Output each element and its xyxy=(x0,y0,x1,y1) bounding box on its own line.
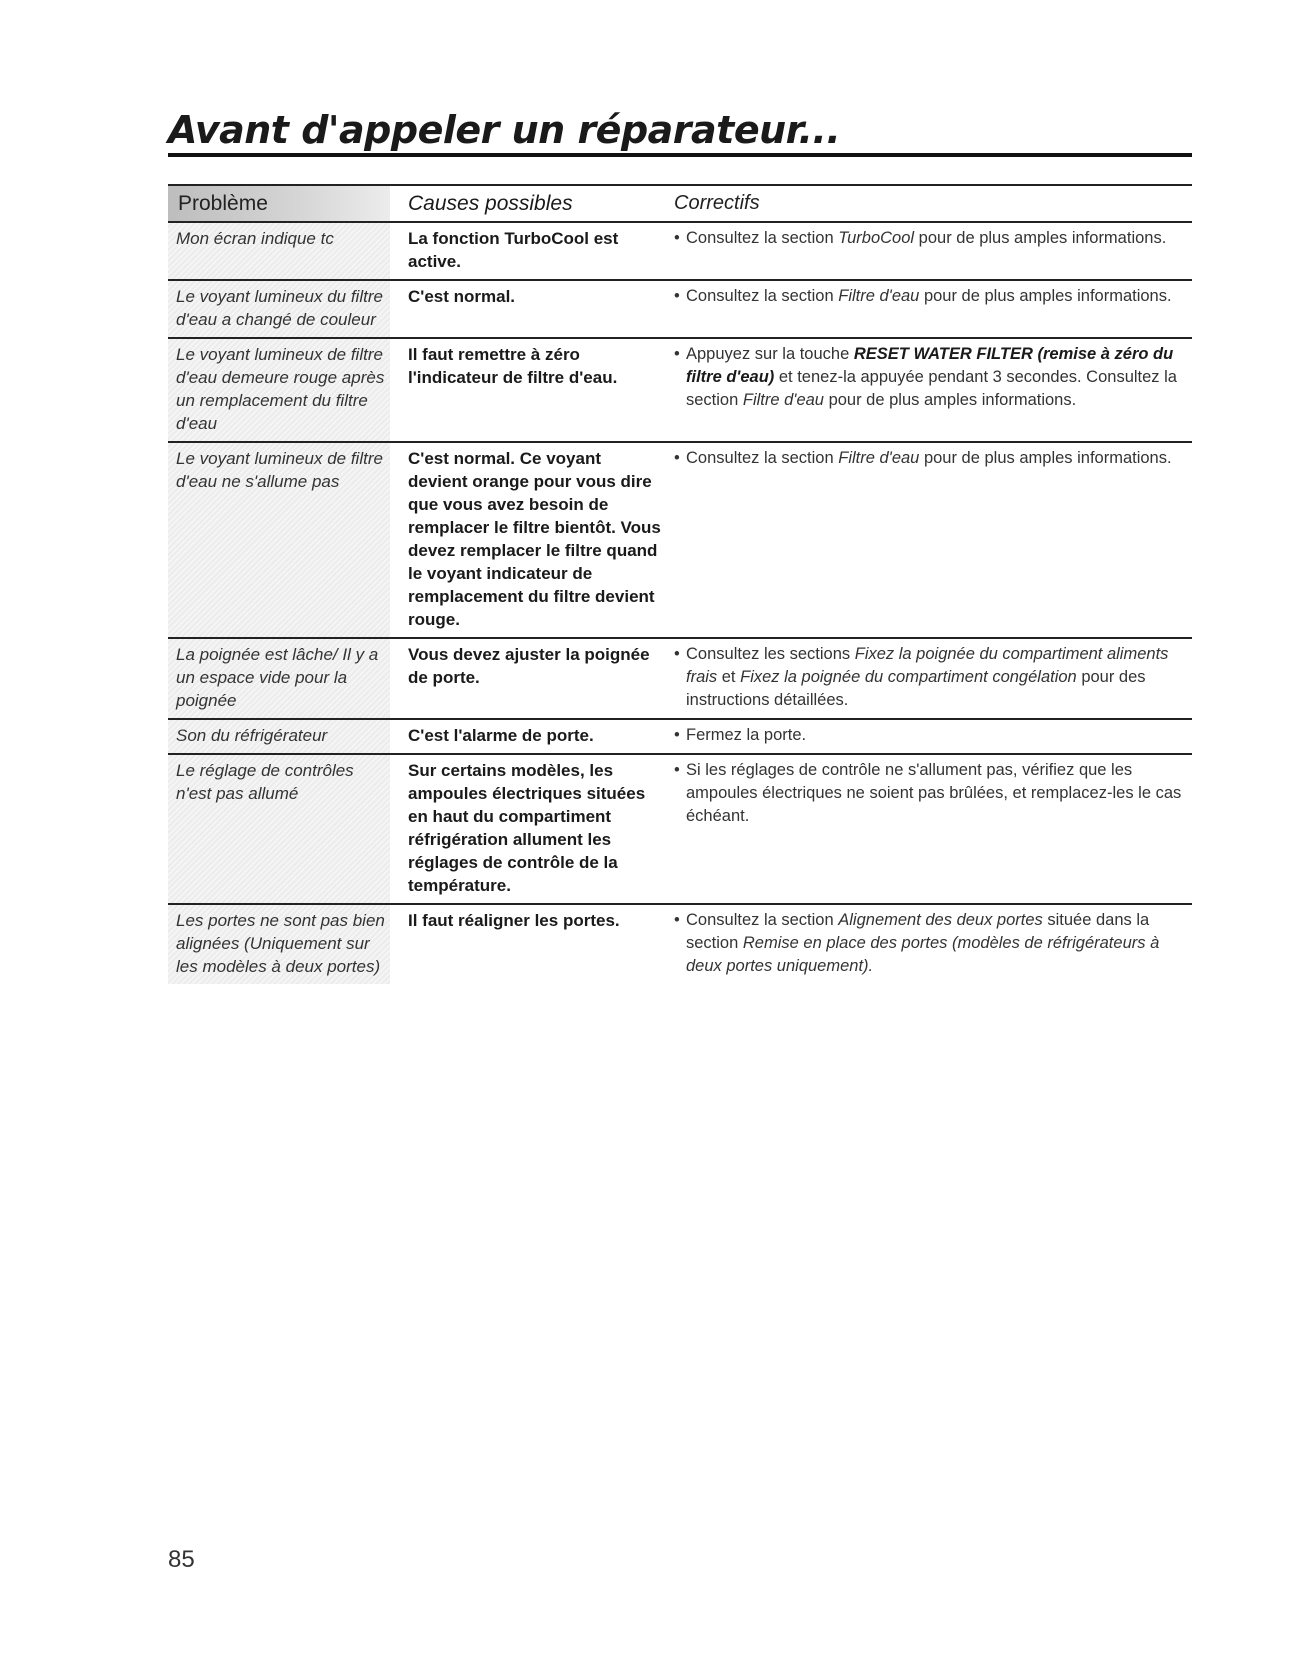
problem-cell: La poignée est lâche/ Il y a un espace vide pour la poignée xyxy=(168,639,390,718)
cause-cell: Sur certains modèles, les ampoules électriques situées en haut du compartiment réfrigération allument les réglages de contrôle de la température. xyxy=(408,761,646,895)
fix-text-part: Filtre d'eau xyxy=(838,449,920,467)
table-row xyxy=(168,903,1192,984)
fix-text-part: Alignement des deux portes xyxy=(838,911,1043,929)
table-row xyxy=(168,753,1192,903)
fix-cell xyxy=(672,281,1192,337)
fix-text-part: Consultez la section xyxy=(686,911,839,929)
fix-text-part: pour de plus amples informations. xyxy=(914,229,1167,247)
problem-cell: Le voyant lumineux du filtre d'eau a changé de couleur xyxy=(168,281,390,337)
fix-text-part: pour de plus amples informations. xyxy=(919,449,1172,467)
fix-text-part: Fixez la poignée du compartiment aliments frais xyxy=(686,645,1169,686)
fix-cell xyxy=(672,339,1192,441)
fix-text-part: Si les réglages de contrôle ne s'allument pas, vérifiez que les ampoules électriques ne soient pas brûlées, et remplacez-les le cas échéant. xyxy=(686,761,1182,825)
fix-cell xyxy=(672,755,1192,903)
table-row xyxy=(168,221,1192,279)
fix-text xyxy=(686,909,1192,978)
fix-text-part: Fixez la poignée du compartiment congélation xyxy=(740,668,1077,686)
cause-cell: Vous devez ajuster la poignée de porte. xyxy=(408,645,650,687)
cause-cell: C'est normal. xyxy=(408,287,516,306)
bullet-icon: • xyxy=(674,911,680,929)
fix-text-part: et tenez-la appuyée pendant 3 secondes. Consultez la section xyxy=(686,368,1177,409)
fix-text-part: Consultez les sections xyxy=(686,645,855,663)
fix-text-part: Filtre d'eau xyxy=(838,287,920,305)
table-row xyxy=(168,337,1192,441)
table-row xyxy=(168,441,1192,637)
fix-text-part: TurboCool xyxy=(838,229,915,247)
table-row xyxy=(168,637,1192,718)
fix-cell xyxy=(672,443,1192,637)
fix-cell xyxy=(672,905,1192,984)
table-row xyxy=(168,279,1192,337)
fix-text-part: pour de plus amples informations. xyxy=(919,287,1172,305)
fix-text xyxy=(686,343,1192,412)
fix-text-part: située dans la section xyxy=(686,911,1150,952)
cause-cell: La fonction TurboCool est active. xyxy=(408,229,619,271)
problem-cell: Le voyant lumineux de filtre d'eau ne s'allume pas xyxy=(168,443,390,637)
fix-text xyxy=(686,285,1172,308)
cause-cell: Il faut remettre à zéro l'indicateur de filtre d'eau. xyxy=(408,345,618,387)
fix-text xyxy=(686,447,1172,470)
problem-cell: Son du réfrigérateur xyxy=(168,720,390,753)
fix-text-part: Appuyez sur la touche xyxy=(686,345,854,363)
bullet-icon: • xyxy=(674,229,680,247)
problem-cell: Les portes ne sont pas bien alignées (Uniquement sur les modèles à deux portes) xyxy=(168,905,390,984)
bullet-icon: • xyxy=(674,345,680,363)
table-body xyxy=(168,221,1192,984)
title-rule xyxy=(168,153,1192,157)
header-causes: Causes possibles xyxy=(408,192,573,215)
page-title: Avant d'appeler un réparateur... xyxy=(168,108,841,152)
bullet-icon: • xyxy=(674,761,680,779)
cause-cell: C'est l'alarme de porte. xyxy=(408,726,594,745)
fix-text-part: Fermez la porte. xyxy=(686,726,807,744)
header-problem: Problème xyxy=(168,186,390,221)
fix-text xyxy=(686,227,1166,250)
fix-text-part: et xyxy=(717,668,741,686)
table-row xyxy=(168,718,1192,753)
cause-cell: C'est normal. Ce voyant devient orange pour vous dire que vous avez besoin de remplacer le filtre bientôt. Vous devez remplacer le filtre quand le voyant indicateur de remplacement du filtre devient rouge. xyxy=(408,449,661,629)
fix-text-part: pour des instructions détaillées. xyxy=(686,668,1146,709)
fix-text xyxy=(686,759,1192,828)
fix-text-part: Filtre d'eau xyxy=(742,391,824,409)
fix-text-part: Consultez la section xyxy=(686,449,839,467)
fix-text-part: Consultez la section xyxy=(686,229,839,247)
bullet-icon: • xyxy=(674,287,680,305)
table-header-row xyxy=(168,184,1192,221)
bullet-icon: • xyxy=(674,645,680,663)
fix-text-part: RESET WATER FILTER (remise à zéro du filtre d'eau) xyxy=(686,345,1174,386)
header-fixes: Correctifs xyxy=(674,192,760,214)
fix-text xyxy=(686,724,806,747)
cause-cell: Il faut réaligner les portes. xyxy=(408,911,620,930)
page-number: 85 xyxy=(168,1546,195,1573)
fix-cell xyxy=(672,639,1192,718)
fix-cell xyxy=(672,720,1192,753)
problem-cell: Le voyant lumineux de filtre d'eau demeure rouge après un remplacement du filtre d'eau xyxy=(168,339,390,441)
bullet-icon: • xyxy=(674,449,680,467)
fix-cell xyxy=(672,223,1192,279)
problem-cell: Le réglage de contrôles n'est pas allumé xyxy=(168,755,390,903)
fix-text xyxy=(686,643,1192,712)
troubleshooting-table xyxy=(168,184,1192,984)
fix-text-part: Consultez la section xyxy=(686,287,839,305)
fix-text-part: Remise en place des portes (modèles de réfrigérateurs à deux portes uniquement). xyxy=(686,934,1160,975)
fix-text-part: pour de plus amples informations. xyxy=(823,391,1077,409)
problem-cell: Mon écran indique tc xyxy=(168,223,390,279)
bullet-icon: • xyxy=(674,726,680,744)
